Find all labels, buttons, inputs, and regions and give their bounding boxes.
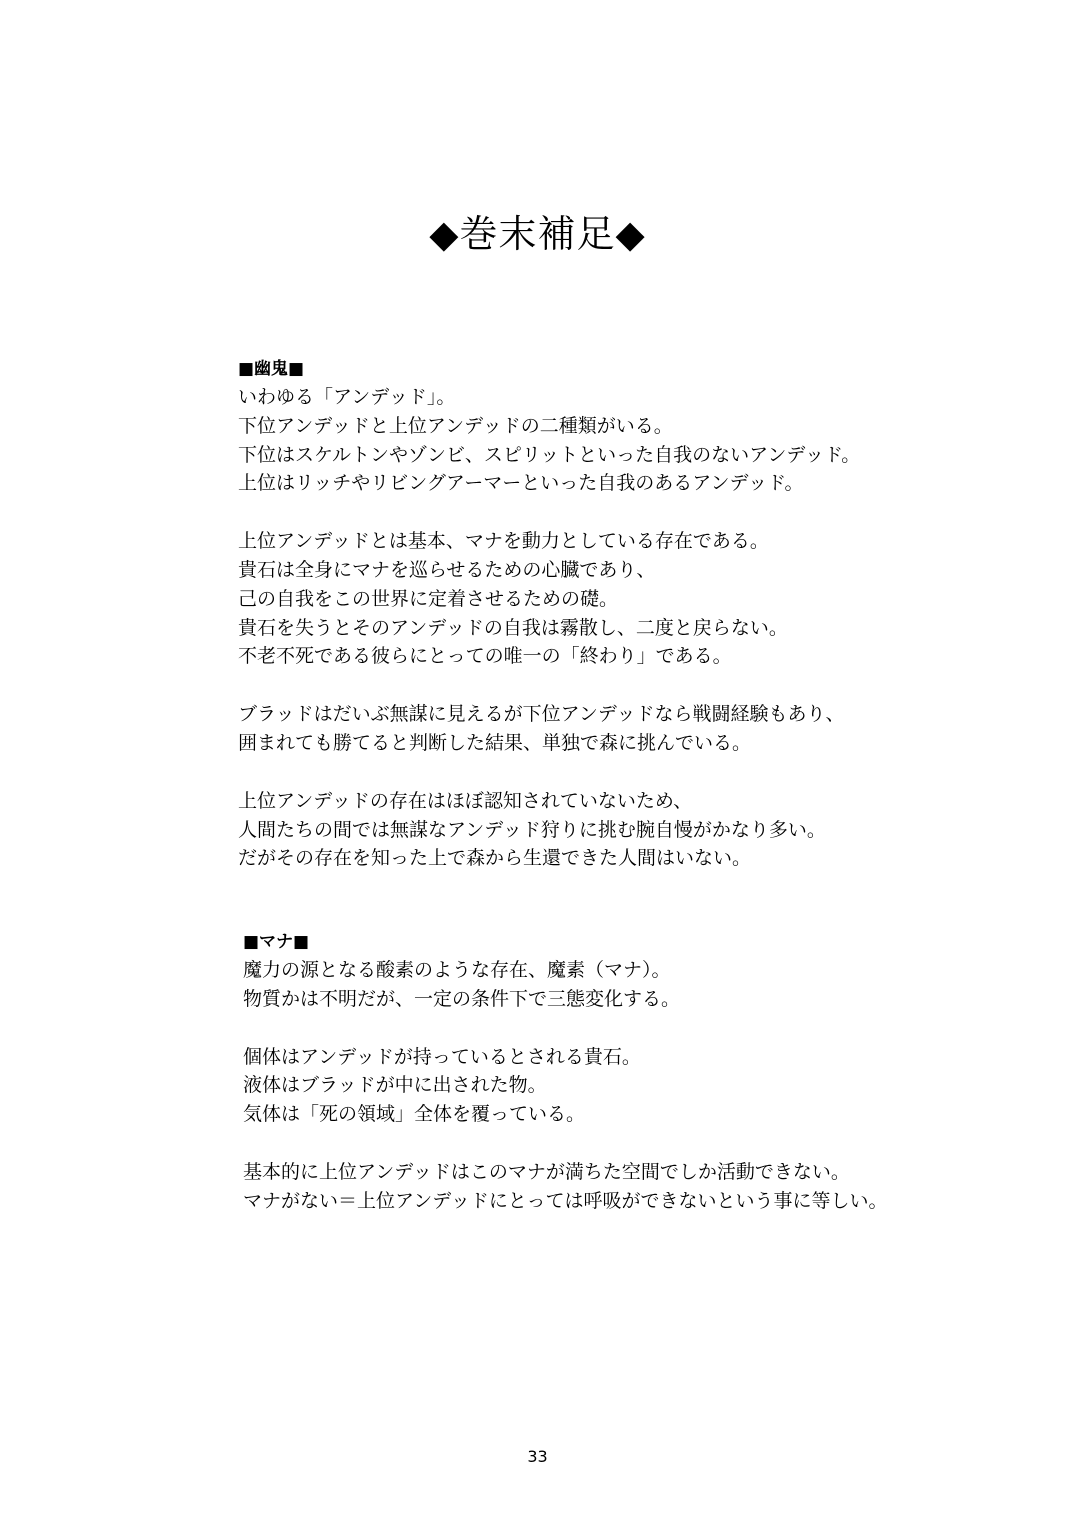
text-line: 物質かは不明だが、一定の条件下で三態変化する。 bbox=[243, 987, 681, 1010]
text-line: 上位アンデッドの存在はほぼ認知されていないため、 bbox=[238, 789, 693, 812]
text-line: 上位アンデッドとは基本、マナを動力としている存在である。 bbox=[238, 530, 769, 553]
section-heading: ■幽鬼■ bbox=[238, 359, 305, 379]
text-line: 不老不死である彼らにとっての唯一の「終わり」である。 bbox=[238, 645, 732, 668]
paragraph bbox=[243, 956, 963, 1014]
text-line: 下位はスケルトンやゾンビ、スピリットといった自我のないアンデッド。 bbox=[238, 443, 861, 466]
section-mana bbox=[243, 928, 963, 1216]
text-line: ブラッドはだいぶ無謀に見えるが下位アンデッドなら戦闘経験もあり、 bbox=[238, 703, 845, 726]
text-line: 己の自我をこの世界に定着させるための礎。 bbox=[238, 587, 619, 610]
text-line: 人間たちの間では無謀なアンデッド狩りに挑む腕自慢がかなり多い。 bbox=[238, 818, 826, 841]
text-line: 貴石は全身にマナを巡らせるための心臓であり、 bbox=[238, 558, 656, 581]
paragraph bbox=[243, 1158, 963, 1216]
paragraph bbox=[238, 700, 958, 758]
text-line: いわゆる「アンデッド」。 bbox=[238, 386, 456, 408]
text-line: 上位はリッチやリビングアーマーといった自我のあるアンデッド。 bbox=[238, 472, 804, 495]
page-number: 33 bbox=[527, 1447, 548, 1466]
text-line: マナがない＝上位アンデッドにとっては呼吸ができないという事に等しい。 bbox=[243, 1189, 888, 1212]
text-line: 下位アンデッドと上位アンデッドの二種類がいる。 bbox=[238, 414, 673, 437]
section-undead bbox=[238, 355, 958, 873]
paragraph bbox=[238, 383, 958, 498]
text-line: 個体はアンデッドが持っているとされる貴石。 bbox=[243, 1045, 641, 1068]
paragraph bbox=[238, 527, 958, 671]
text-line: 気体は「死の領域」全体を覆っている。 bbox=[243, 1103, 586, 1126]
text-line: 魔力の源となる酸素のような存在、魔素（マナ）。 bbox=[243, 959, 671, 981]
page-title: ◆巻末補足◆ bbox=[429, 212, 646, 256]
text-line: 貴石を失うとそのアンデッドの自我は霧散し、二度と戻らない。 bbox=[238, 616, 788, 639]
paragraph bbox=[243, 1043, 963, 1129]
text-line: 囲まれても勝てると判断した結果、単独で森に挑んでいる。 bbox=[238, 731, 752, 754]
text-line: 基本的に上位アンデッドはこのマナが満ちた空間でしか活動できない。 bbox=[243, 1160, 850, 1183]
text-line: 液体はブラッドが中に出された物。 bbox=[243, 1074, 547, 1097]
section-heading: ■マナ■ bbox=[243, 932, 310, 952]
paragraph bbox=[238, 787, 958, 873]
text-line: だがその存在を知った上で森から生還できた人間はいない。 bbox=[238, 847, 752, 870]
